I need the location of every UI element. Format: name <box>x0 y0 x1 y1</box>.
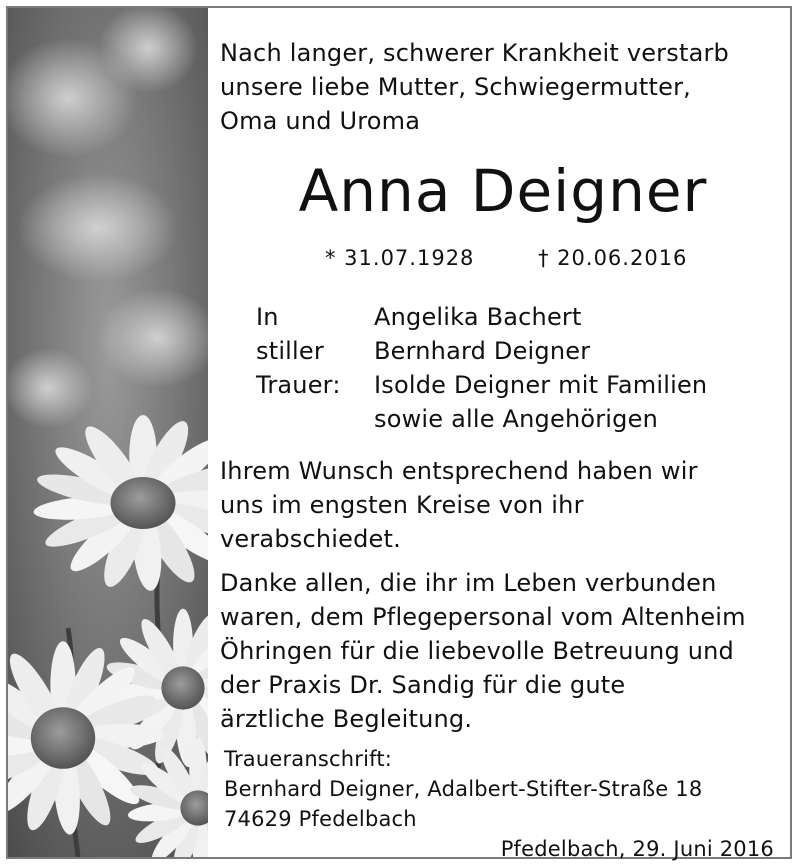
mourner-name: Angelika Bachert <box>374 303 582 331</box>
mourner-name: Isolde Deigner mit Familien <box>374 371 708 399</box>
address-street: Bernhard Deigner, Adalbert-Stifter-Straße 18 <box>224 777 703 801</box>
daisy-flowers-image <box>8 8 208 857</box>
mourning-label-line: stiller <box>256 337 324 365</box>
thanks-line: waren, dem Pflegepersonal vom Altenheim <box>220 603 746 631</box>
intro-line: unsere liebe Mutter, Schwiegermutter, <box>220 73 692 101</box>
death-date: † 20.06.2016 <box>538 246 688 270</box>
mourner-name: sowie alle Angehörigen <box>374 405 658 433</box>
intro-line: Nach langer, schwerer Krankheit verstarb <box>220 39 729 67</box>
address-heading: Traueranschrift: <box>224 747 393 771</box>
birth-date: * 31.07.1928 <box>325 246 475 270</box>
wish-line: verabschiedet. <box>220 525 401 553</box>
address-city: 74629 Pfedelbach <box>224 807 417 831</box>
mourning-address <box>224 744 702 834</box>
mourning-label-line: Trauer: <box>256 371 341 399</box>
mourning-label-line: In <box>256 303 279 331</box>
mourning-label <box>256 300 341 402</box>
intro-paragraph <box>220 36 729 138</box>
thanks-line: Danke allen, die ihr im Leben verbunden <box>220 569 717 597</box>
wish-line: uns im engsten Kreise von ihr <box>220 491 584 519</box>
thanks-paragraph <box>220 566 746 736</box>
intro-line: Oma und Uroma <box>220 107 421 135</box>
deceased-name: Anna Deigner <box>298 157 708 225</box>
place-date: Pfedelbach, 29. Juni 2016 <box>500 837 774 861</box>
thanks-line: ärztliche Begleitung. <box>220 705 473 733</box>
wish-paragraph <box>220 454 698 556</box>
thanks-line: der Praxis Dr. Sandig für die gute <box>220 671 626 699</box>
obituary-frame <box>6 6 792 859</box>
mourner-names <box>374 300 707 436</box>
thanks-line: Öhringen für die liebevolle Betreuung und <box>220 637 734 665</box>
mourner-name: Bernhard Deigner <box>374 337 591 365</box>
wish-line: Ihrem Wunsch entsprechend haben wir <box>220 457 698 485</box>
